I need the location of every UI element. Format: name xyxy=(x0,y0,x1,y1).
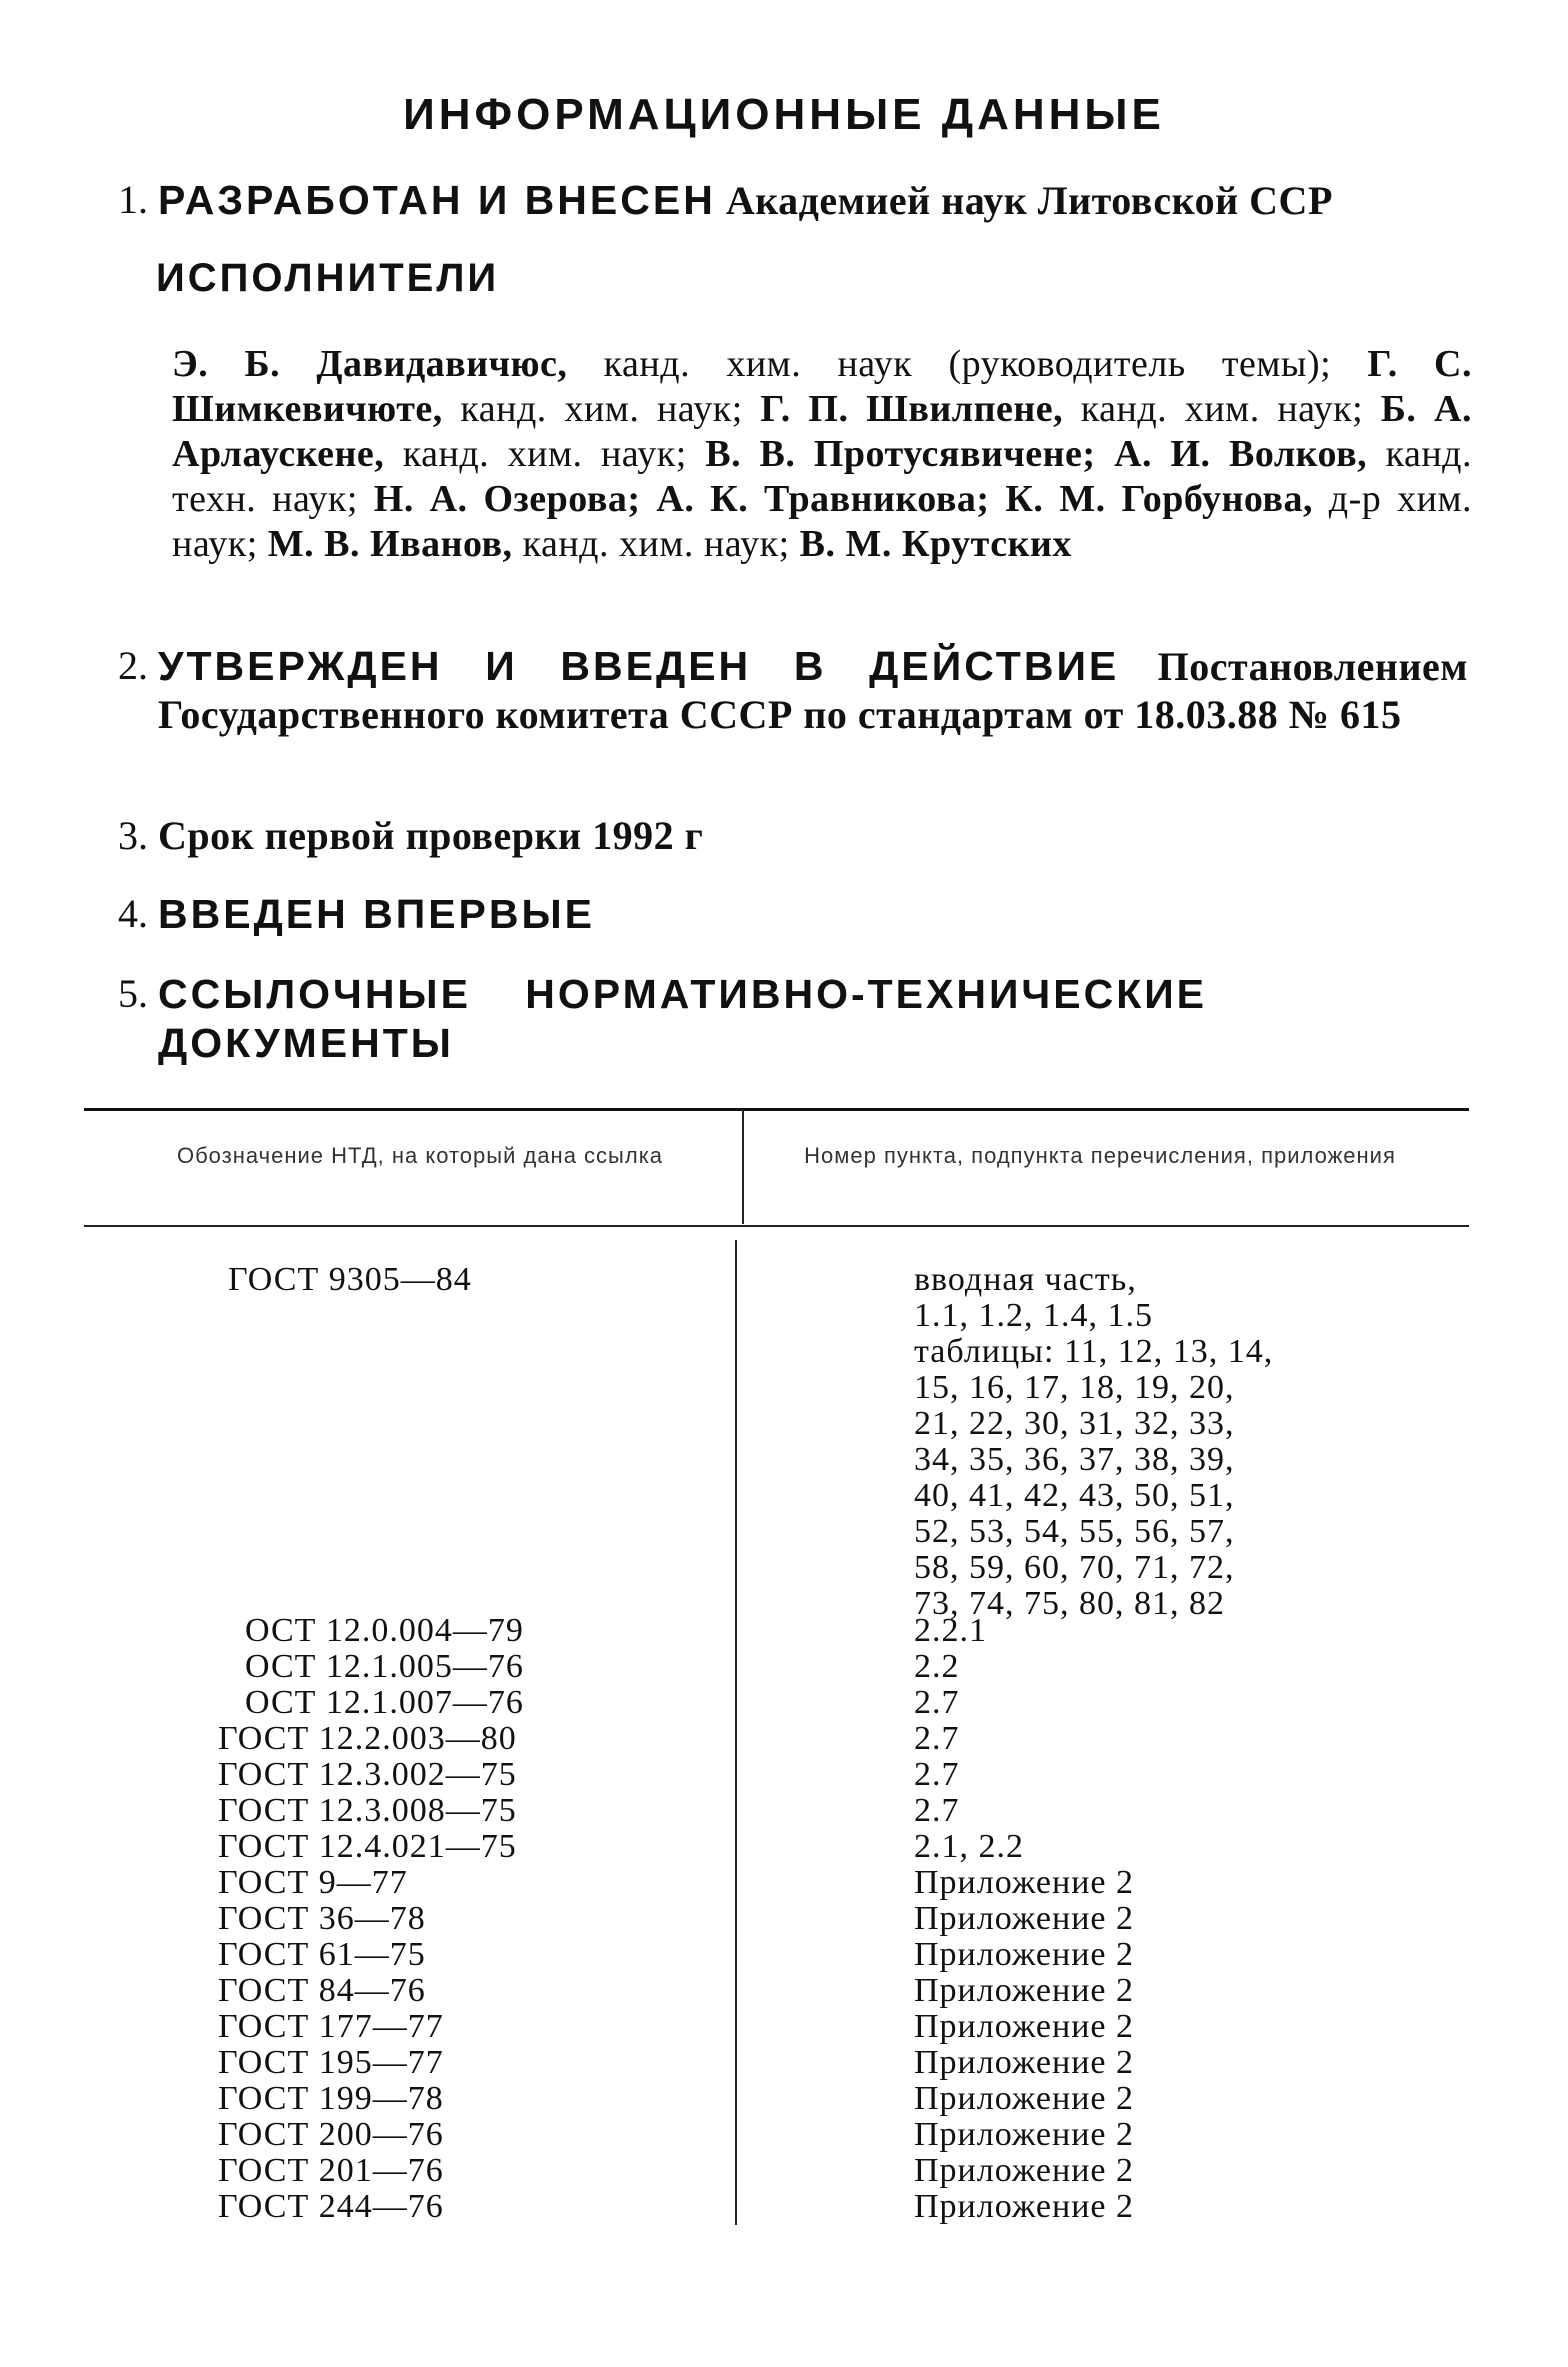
table-cell-document: ГОСТ 195—77 xyxy=(218,2044,444,2081)
table-cell-document: ГОСТ 84—76 xyxy=(218,1972,426,2009)
table-cell-clause: Приложение 2 xyxy=(914,2152,1134,2189)
table-cell-clause: 2.2 xyxy=(914,1648,960,1685)
executor-name: Г. П. Швилпене, xyxy=(760,388,1064,430)
executor-name: Б. А. Арлаускене, xyxy=(172,388,1472,475)
table-body-divider xyxy=(735,1240,737,2225)
item-approved xyxy=(118,642,1468,739)
executor-role: канд. хим. наук; xyxy=(384,433,706,475)
item-text: Академией наук Литовской ССР xyxy=(725,178,1333,223)
item-heading: РАЗРАБОТАН И ВНЕСЕН xyxy=(158,177,716,223)
table-cell-document: ГОСТ 12.3.008—75 xyxy=(218,1792,517,1829)
table-top-rule xyxy=(84,1108,1469,1111)
item-number: 3. xyxy=(118,813,148,858)
executor-name: А. К. Травникова; xyxy=(656,478,990,520)
table-cell-document: ГОСТ 199—78 xyxy=(218,2080,444,2117)
page-title: ИНФОРМАЦИОННЫЕ ДАННЫЕ xyxy=(403,90,1165,139)
executor-role: канд. хим. наук (руководитель темы); xyxy=(567,343,1368,385)
table-header-divider xyxy=(742,1110,744,1224)
table-cell-document: ГОСТ 12.2.003—80 xyxy=(218,1720,517,1757)
table-cell-clause: 2.1, 2.2 xyxy=(914,1828,1024,1865)
executor-role: канд. хим. наук; xyxy=(1063,388,1381,430)
table-cell-document: ГОСТ 201—76 xyxy=(218,2152,444,2189)
item-text: Срок первой проверки 1992 г xyxy=(158,813,704,858)
item-heading: УТВЕРЖДЕН И ВВЕДЕН В ДЕЙСТВИЕ xyxy=(158,643,1120,689)
item-number: 4. xyxy=(118,891,148,936)
executor-name: В. В. Протусявичене; xyxy=(705,433,1096,475)
executor-role: канд. хим. наук; xyxy=(442,388,761,430)
table-cell-document: ГОСТ 9305—84 xyxy=(228,1261,472,1298)
table-cell-clause: Приложение 2 xyxy=(914,1972,1134,2009)
executor-name: К. М. Горбунова, xyxy=(1005,478,1313,520)
item-number: 1. xyxy=(118,177,148,222)
table-cell-document: ГОСТ 36—78 xyxy=(218,1900,426,1937)
executors-heading: ИСПОЛНИТЕЛИ xyxy=(156,256,500,300)
executor-name: В. М. Крутских xyxy=(799,523,1072,565)
table-cell-clause: Приложение 2 xyxy=(914,1864,1134,1901)
table-cell-document: ГОСТ 177—77 xyxy=(218,2008,444,2045)
executor-role xyxy=(990,478,1006,520)
item-first-check xyxy=(118,812,1468,860)
table-cell-clause: 2.7 xyxy=(914,1792,960,1829)
table-cell-clause: Приложение 2 xyxy=(914,1936,1134,1973)
executor-name: А. И. Волков, xyxy=(1114,433,1368,475)
item-text: Постановлением Государственного комитета СССР по стандартам от 18.03.88 № 615 xyxy=(158,644,1469,737)
item-number: 5. xyxy=(118,971,148,1016)
item-heading: ССЫЛОЧНЫЕ НОРМАТИВНО-ТЕХНИЧЕСКИЕ ДОКУМЕНТЫ xyxy=(158,971,1208,1066)
table-cell-document: ГОСТ 200—76 xyxy=(218,2116,444,2153)
executor-role xyxy=(1096,433,1114,475)
table-cell-clause: 2.7 xyxy=(914,1684,960,1721)
table-cell-clause: вводная часть, 1.1, 1.2, 1.4, 1.5 таблицы: 11, 12, 13, 14, 15, 16, 17, 18, 19, 20, 21, 22, 30, 31, 32, 33, 34, 35, 36, 37, 38, 39, 40, 41, 42, 43, 50, 51, 52, 53, 54, 55, 56, 57, 58, 59, 60, 70, 71, 72, 73, 74, 75, 80, 81, 82 xyxy=(914,1261,1274,1622)
table-cell-clause: Приложение 2 xyxy=(914,1900,1134,1937)
executor-name: Г. С. Шимкевичюте, xyxy=(172,343,1472,430)
executor-name: М. В. Иванов, xyxy=(267,523,513,565)
item-introduced-first xyxy=(118,890,1468,939)
table-cell-document: ГОСТ 244—76 xyxy=(218,2188,444,2225)
table-cell-clause: 2.7 xyxy=(914,1756,960,1793)
table-cell-document: ОСТ 12.0.004—79 xyxy=(245,1612,524,1649)
executor-role: канд. техн. наук; xyxy=(172,433,1473,520)
executor-name: Э. Б. Давидавичюс, xyxy=(172,343,568,385)
table-cell-clause: Приложение 2 xyxy=(914,2188,1134,2225)
table-header-clause: Номер пункта, подпункта перечисления, приложения xyxy=(804,1143,1396,1168)
executor-name: Н. А. Озерова; xyxy=(373,478,641,520)
executors-list xyxy=(172,342,1472,567)
item-number: 2. xyxy=(118,643,148,688)
table-cell-document: ГОСТ 12.3.002—75 xyxy=(218,1756,517,1793)
table-cell-document: ОСТ 12.1.007—76 xyxy=(245,1684,524,1721)
table-cell-document: ОСТ 12.1.005—76 xyxy=(245,1648,524,1685)
executor-role: канд. хим. наук; xyxy=(512,523,800,565)
table-cell-clause: 2.7 xyxy=(914,1720,960,1757)
table-cell-document: ГОСТ 61—75 xyxy=(218,1936,426,1973)
table-cell-document: ГОСТ 12.4.021—75 xyxy=(218,1828,517,1865)
table-cell-clause: Приложение 2 xyxy=(914,2116,1134,2153)
executor-role xyxy=(641,478,657,520)
table-cell-clause: Приложение 2 xyxy=(914,2080,1134,2117)
table-cell-clause: Приложение 2 xyxy=(914,2044,1134,2081)
table-cell-clause: 2.2.1 xyxy=(914,1612,987,1649)
item-heading: ВВЕДЕН ВПЕРВЫЕ xyxy=(158,891,595,937)
executor-role: д-р хим. наук; xyxy=(172,478,1473,565)
item-developed xyxy=(118,176,1468,225)
table-header-rule xyxy=(84,1225,1469,1227)
table-cell-clause: Приложение 2 xyxy=(914,2008,1134,2045)
table-cell-document: ГОСТ 9—77 xyxy=(218,1864,408,1901)
table-header-document: Обозначение НТД, на который дана ссылка xyxy=(176,1143,664,1168)
item-reference-docs xyxy=(118,970,1468,1068)
